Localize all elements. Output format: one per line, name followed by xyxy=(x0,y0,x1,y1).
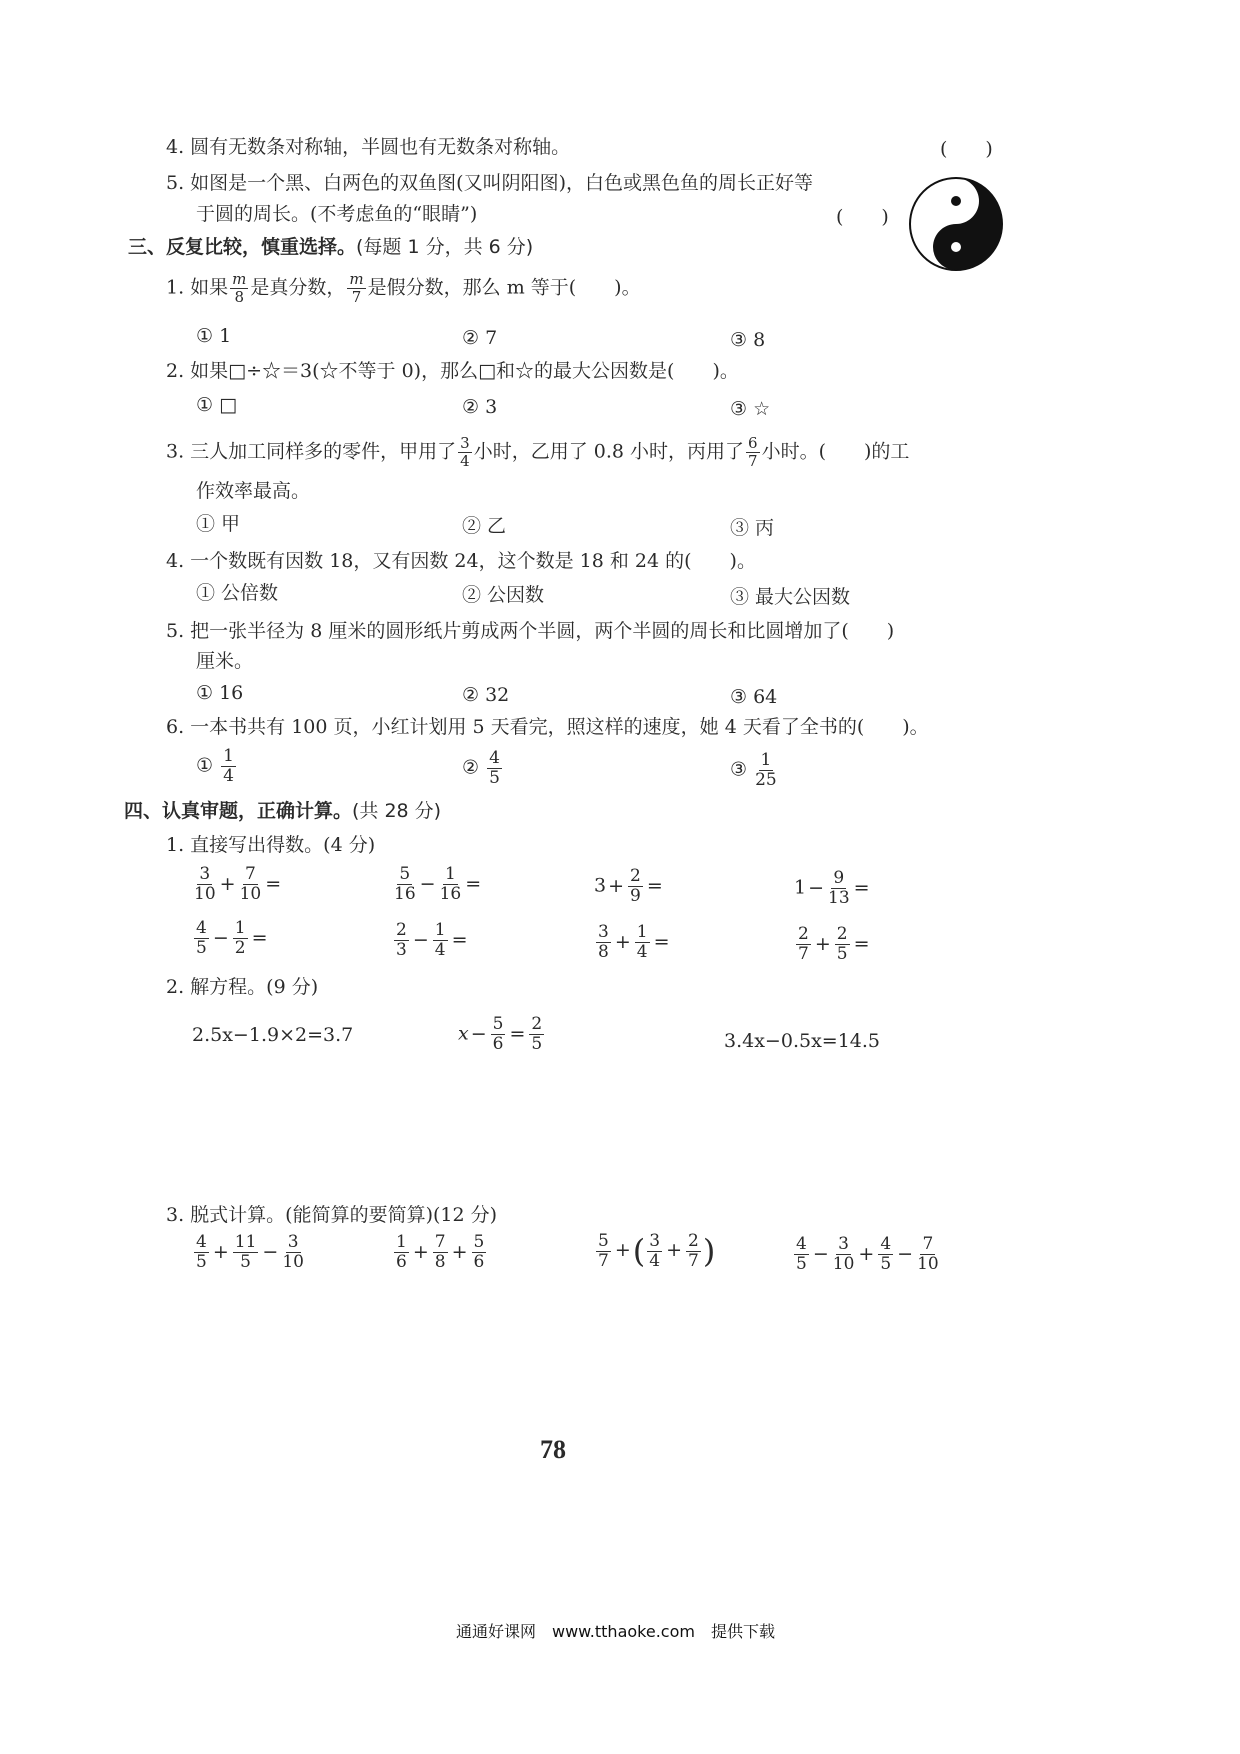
section-4-title: 四、认真审题，正确计算。 xyxy=(124,800,353,822)
fraction-m-over-8: $\frac{m}{8}$ xyxy=(232,270,247,306)
q3-5-option-3[interactable]: ③ 64 xyxy=(730,686,778,708)
page-number: 78 xyxy=(540,1435,566,1464)
q3-3-mid: 小时，乙用了 0.8 小时，丙用了 xyxy=(473,440,745,463)
fraction-1-over-4: $\frac{1}{4}$ xyxy=(223,746,234,786)
q3-1-pre: 1. 如果 xyxy=(166,276,229,299)
equation-3: 3.4x−0.5x=14.5 xyxy=(724,1030,881,1052)
q2-5-answer-paren[interactable]: ( ) xyxy=(836,206,889,228)
q2-4-answer-paren[interactable]: ( ) xyxy=(940,138,993,160)
q3-6-option-3[interactable] xyxy=(730,752,779,789)
q3-6-option-2[interactable] xyxy=(462,750,504,787)
q3-5-option-2[interactable]: ② 32 xyxy=(462,684,510,706)
equation-1: 2.5x−1.9×2=3.7 xyxy=(192,1024,354,1046)
fraction-1-over-25: $\frac{1}{25}$ xyxy=(755,750,777,790)
fraction-3-over-4: $\frac{3}{4}$ xyxy=(460,434,470,470)
direct-calc-1: $\frac{3}{10}$ + $\frac{7}{10}$ = xyxy=(194,864,282,904)
q3-3-text-line2: 作效率最高。 xyxy=(196,480,311,502)
q3-1-option-2[interactable]: ② 7 xyxy=(462,327,498,349)
q2-4-text: 4. 圆有无数条对称轴，半圆也有无数条对称轴。 xyxy=(166,136,571,158)
q3-6-option-1[interactable] xyxy=(196,748,238,785)
q3-1-mid: 是真分数， xyxy=(250,276,346,299)
fraction-4-over-5: $\frac{4}{5}$ xyxy=(489,748,500,788)
section-4-3-title: 3. 脱式计算。(能简算的要简算)(12 分) xyxy=(166,1204,498,1226)
direct-calc-2: $\frac{5}{16}$ − $\frac{1}{16}$ = xyxy=(394,864,482,904)
q3-4-option-1[interactable]: ① 公倍数 xyxy=(196,582,279,604)
section-4-heading xyxy=(124,800,441,823)
q3-5-text: 5. 把一张半径为 8 厘米的圆形纸片剪成两个半圆，两个半圆的周长和比圆增加了( ) xyxy=(166,620,895,642)
direct-calc-7: $\frac{3}{8}$ + $\frac{1}{4}$ = xyxy=(598,922,670,962)
direct-calc-5: $\frac{4}{5}$ − $\frac{1}{2}$ = xyxy=(196,918,268,958)
q3-1-option-3[interactable]: ③ 8 xyxy=(730,329,766,351)
q3-6-option-2-label: ② xyxy=(462,756,480,779)
q3-2-option-2[interactable]: ② 3 xyxy=(462,396,498,418)
section-3-heading xyxy=(128,236,533,259)
equation-2: x − $\frac{5}{6}$ = $\frac{2}{5}$ xyxy=(458,1014,543,1054)
q3-1-option-1[interactable]: ① 1 xyxy=(196,325,232,347)
q3-4-option-3[interactable]: ③ 最大公因数 xyxy=(730,586,851,608)
direct-calc-8: $\frac{2}{7}$ + $\frac{2}{5}$ = xyxy=(798,924,870,964)
section-3-note: (每题 1 分，共 6 分) xyxy=(356,236,534,258)
fraction-6-over-7: $\frac{6}{7}$ xyxy=(748,434,758,470)
section-4-note: (共 28 分) xyxy=(352,800,442,822)
q3-5-text-line2: 厘米。 xyxy=(196,650,254,672)
section-3-title: 三、反复比较，慎重选择。 xyxy=(128,236,357,258)
q3-3-post: 小时。( )的工 xyxy=(761,440,910,463)
q3-6-text: 6. 一本书共有 100 页，小红计划用 5 天看完，照这样的速度，她 4 天看了全书的( )。 xyxy=(166,716,929,738)
step-calc-3: $\frac{5}{7}$ +( $\frac{3}{4}$ + $\frac{2}{7}$ ) xyxy=(598,1230,716,1271)
q2-5-text-line2: 于圆的周长。(不考虑鱼的“眼睛”) xyxy=(196,203,478,225)
q3-2-option-1[interactable]: ① □ xyxy=(196,394,238,416)
section-4-2-title: 2. 解方程。(9 分) xyxy=(166,976,319,998)
q3-1-post: 是假分数，那么 m 等于( )。 xyxy=(367,276,641,299)
section-4-1-title: 1. 直接写出得数。(4 分) xyxy=(166,834,376,856)
yin-yang-figure xyxy=(906,174,1006,274)
direct-calc-6: $\frac{2}{3}$ − $\frac{1}{4}$ = xyxy=(396,920,468,960)
footer-credit: 通通好课网 www.tthaoke.com 提供下载 xyxy=(456,1622,775,1641)
q3-2-text: 2. 如果□÷☆＝3(☆不等于 0)，那么□和☆的最大公因数是( )。 xyxy=(166,360,739,382)
q3-1-text xyxy=(166,272,641,305)
step-calc-2: $\frac{1}{6}$ + $\frac{7}{8}$ + $\frac{5}{6}$ xyxy=(396,1232,485,1272)
q3-4-option-2[interactable]: ② 公因数 xyxy=(462,584,545,606)
direct-calc-4: 1 − $\frac{9}{13}$ = xyxy=(794,868,870,908)
q3-5-option-1[interactable]: ① 16 xyxy=(196,682,244,704)
step-calc-1: $\frac{4}{5}$ + $\frac{11}{5}$ − $\frac{3}{10}$ xyxy=(196,1232,304,1272)
q3-6-option-3-label: ③ xyxy=(730,758,748,781)
q3-3-option-1[interactable]: ① 甲 xyxy=(196,513,241,535)
q2-5-text-line1: 5. 如图是一个黑、白两色的双鱼图(又叫阴阳图)，白色或黑色鱼的周长正好等 xyxy=(166,172,813,194)
q3-3-option-2[interactable]: ② 乙 xyxy=(462,515,507,537)
q3-3-pre: 3. 三人加工同样多的零件，甲用了 xyxy=(166,440,457,463)
q3-2-option-3[interactable]: ③ ☆ xyxy=(730,398,771,420)
q3-3-option-3[interactable]: ③ 丙 xyxy=(730,517,775,539)
fraction-m-over-7: $\frac{m}{7}$ xyxy=(349,270,364,306)
q3-4-text: 4. 一个数既有因数 18，又有因数 24，这个数是 18 和 24 的( )。 xyxy=(166,550,756,572)
q3-3-text xyxy=(166,436,909,469)
step-calc-4: $\frac{4}{5}$ − $\frac{3}{10}$ + $\frac{4}{5}$ − $\frac{7}{10}$ xyxy=(796,1234,939,1274)
direct-calc-3: 3 + $\frac{2}{9}$ = xyxy=(594,866,663,906)
q3-6-option-1-label: ① xyxy=(196,754,214,777)
